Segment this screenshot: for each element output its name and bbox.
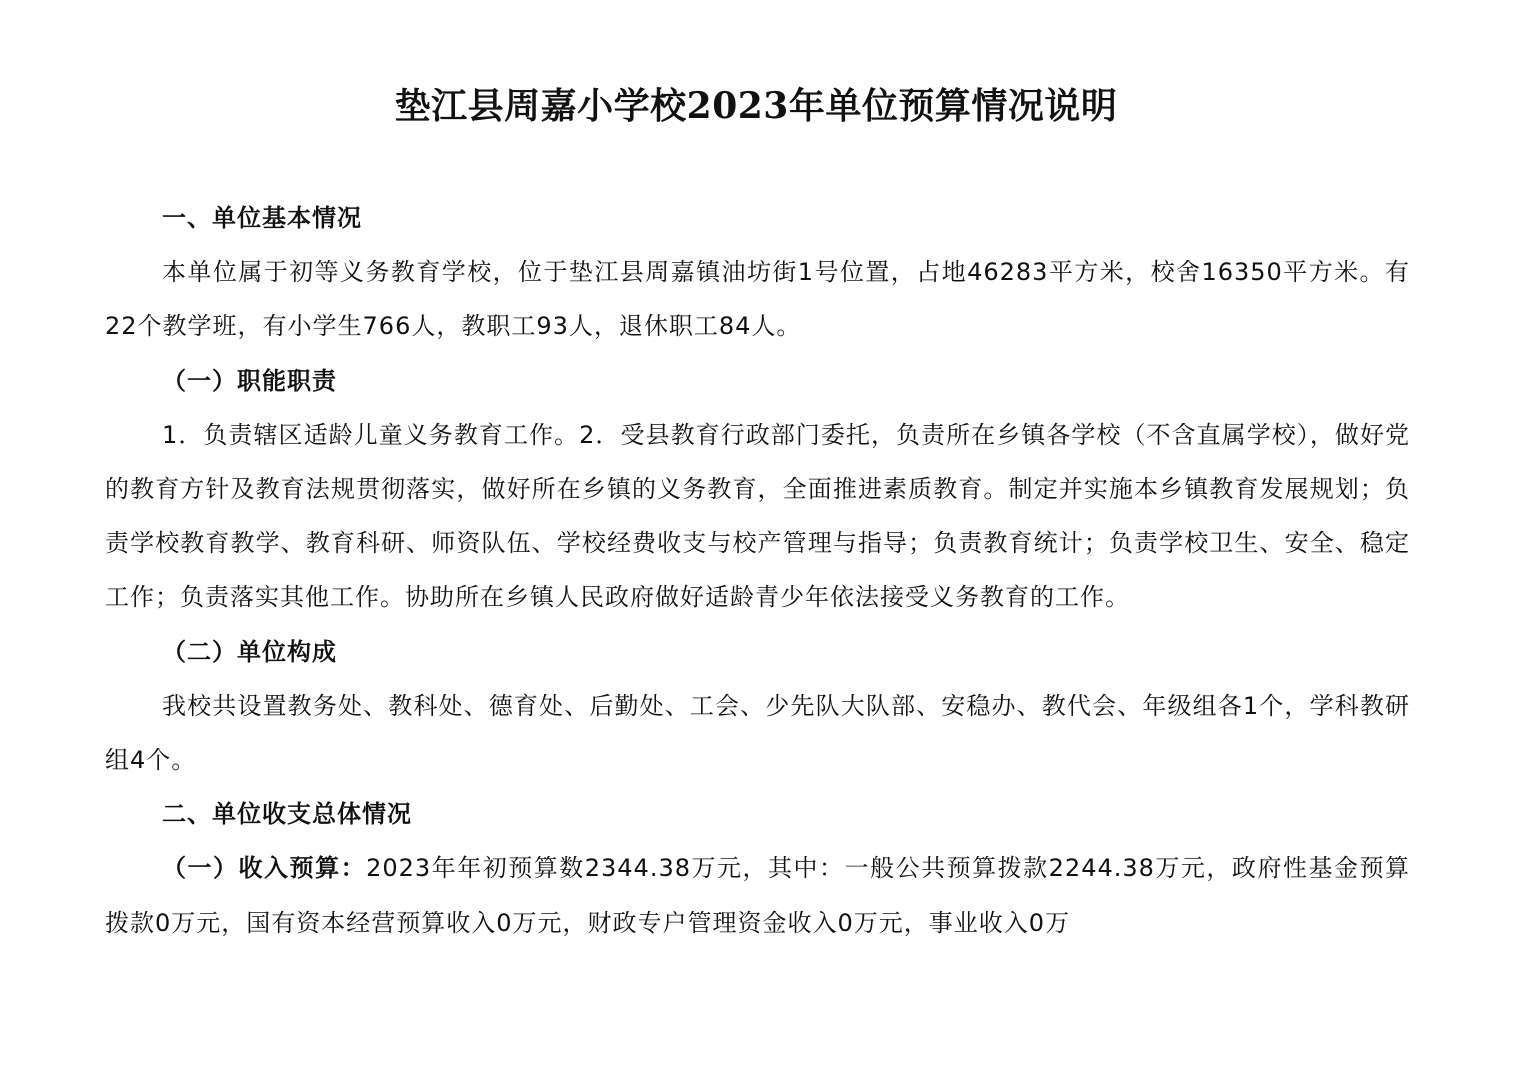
- paragraph: [105, 841, 1410, 949]
- document-body: [105, 191, 1410, 950]
- section-heading: 二、单位收支总体情况: [162, 800, 412, 829]
- subsection-heading: （一）职能职责: [162, 366, 337, 395]
- income-text: 2023年年初预算数2344.38万元，其中：一般公共预算拨款2244.38万元，政府性基金预算拨款0万元，国有资本经营预算收入0万元，财政专户管理资金收入0万元，事业收入0万: [105, 854, 1410, 937]
- income-label: （一）收入预算：: [162, 854, 367, 883]
- paragraph: 本单位属于初等义务教育学校，位于垫江县周嘉镇油坊街1号位置，占地46283平方米，校舍16350平方米。有22个教学班，有小学生766人，教职工93人，退休职工84人。: [105, 258, 1410, 341]
- subsection-heading: （二）单位构成: [162, 637, 337, 666]
- paragraph: 我校共设置教务处、教科处、德育处、后勤处、工会、少先队大队部、安稳办、教代会、年级组各1个，学科教研组4个。: [105, 691, 1410, 775]
- paragraph: 1．负责辖区适龄儿童义务教育工作。2．受县教育行政部门委托，负责所在乡镇各学校（不含直属学校），做好党的教育方针及教育法规贯彻落实，做好所在乡镇的义务教育，全面推进素质教育。制定并实施本乡镇教育发展规划；负责学校教育教学、教育科研、师资队伍、学校经费收支与校产管理与指导；负责教育统计；负责学校卫生、安全、稳定工作；负责落实其他工作。协助所在乡镇人民政府做好适龄青少年依法接受义务教育的工作。: [105, 420, 1410, 612]
- section-heading: 一、单位基本情况: [162, 204, 362, 232]
- page-title: 垫江县周嘉小学校2023年单位预算情况说明: [394, 85, 1118, 127]
